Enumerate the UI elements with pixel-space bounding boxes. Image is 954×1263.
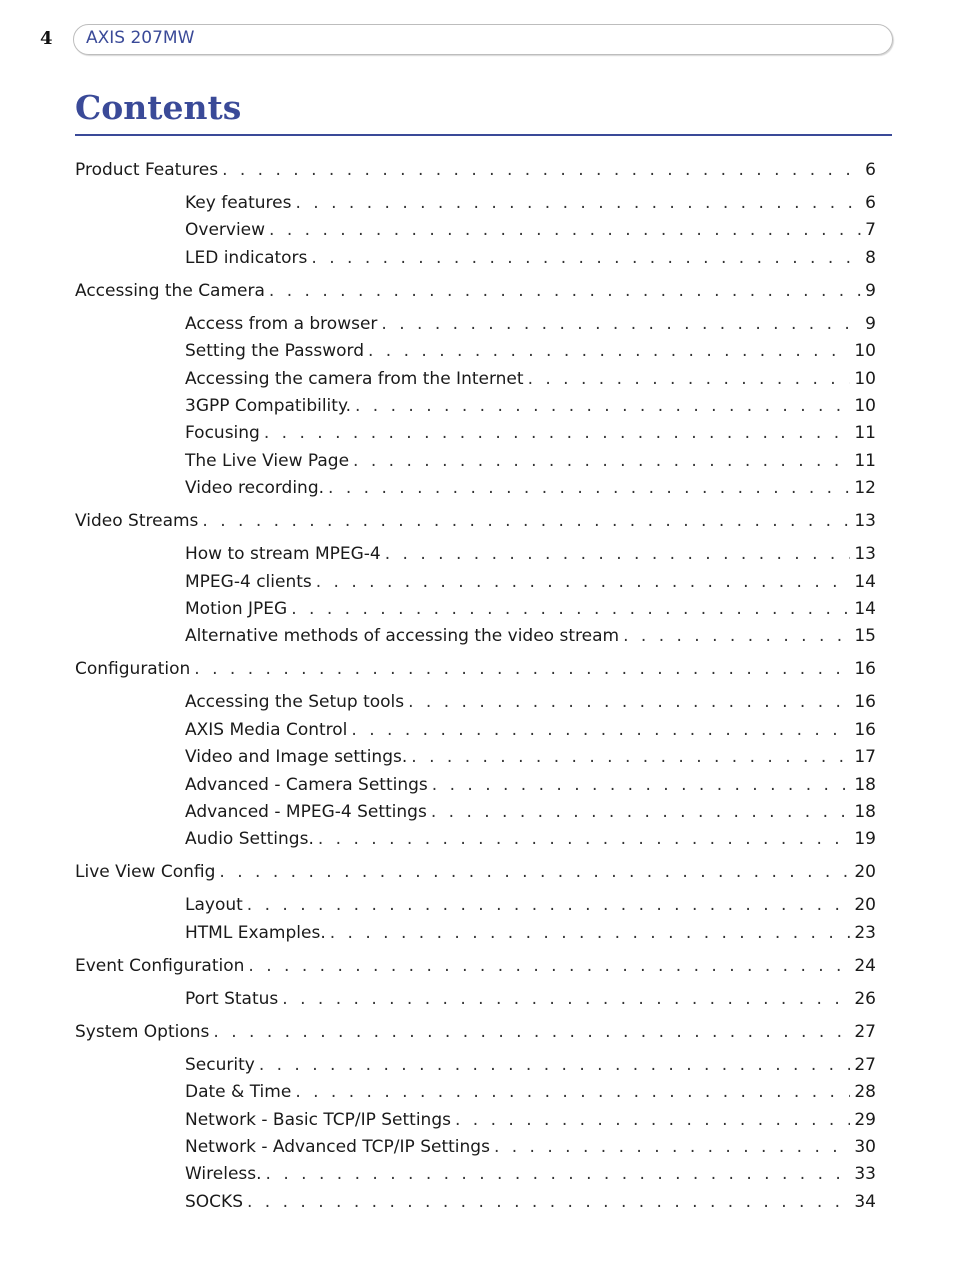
- toc-entry-page: 18: [854, 802, 876, 822]
- toc-entry-page: 9: [865, 281, 876, 301]
- toc-dot-leader: [623, 625, 850, 647]
- toc-entry-page: 15: [854, 626, 876, 646]
- toc-dot-leader: [353, 450, 850, 472]
- toc-chapter-entry[interactable]: [75, 510, 876, 532]
- toc-dot-leader: [264, 422, 851, 444]
- toc-chapter-entry[interactable]: [75, 1021, 876, 1043]
- toc-dot-leader: [202, 510, 850, 532]
- toc-entry-page: 6: [865, 160, 876, 180]
- toc-entry-label: Layout: [185, 895, 243, 915]
- title-rule: [75, 134, 892, 136]
- toc-dot-leader: [269, 219, 861, 241]
- toc-dot-leader: [408, 691, 850, 713]
- toc-entry-label: AXIS Media Control: [185, 720, 348, 740]
- toc-entry-label: Accessing the Camera: [75, 281, 265, 301]
- toc-dot-leader: [330, 922, 851, 944]
- toc-entry-page: 10: [854, 341, 876, 361]
- toc-section-entry[interactable]: [185, 247, 876, 269]
- toc-section-entry[interactable]: [185, 192, 876, 214]
- toc-entry-page: 10: [854, 369, 876, 389]
- toc-section-entry[interactable]: [185, 477, 876, 499]
- toc-entry-page: 16: [854, 692, 876, 712]
- toc-entry-page: 11: [854, 451, 876, 471]
- toc-entry-label: Overview: [185, 220, 266, 240]
- toc-section-entry[interactable]: [185, 1191, 876, 1213]
- toc-section-entry[interactable]: [185, 801, 876, 823]
- toc-entry-label: Security: [185, 1055, 255, 1075]
- toc-entry-page: 16: [854, 720, 876, 740]
- toc-entry-label: Video Streams: [75, 511, 199, 531]
- toc-entry-label: Motion JPEG: [185, 599, 288, 619]
- toc-entry-page: 30: [854, 1137, 876, 1157]
- toc-entry-page: 8: [865, 248, 876, 268]
- toc-dot-leader: [528, 368, 851, 390]
- toc-entry-page: 13: [854, 544, 876, 564]
- toc-entry-label: Focusing: [185, 423, 260, 443]
- toc-dot-leader: [328, 477, 850, 499]
- toc-dot-leader: [266, 1163, 851, 1185]
- toc-dot-leader: [411, 746, 850, 768]
- toc-section-entry[interactable]: [185, 774, 876, 796]
- toc-section-entry[interactable]: [185, 1136, 876, 1158]
- toc-dot-leader: [385, 543, 851, 565]
- toc-entry-page: 33: [854, 1164, 876, 1184]
- toc-dot-leader: [222, 159, 861, 181]
- toc-dot-leader: [355, 395, 850, 417]
- toc-entry-label: Configuration: [75, 659, 191, 679]
- toc-dot-leader: [431, 801, 851, 823]
- toc-entry-page: 23: [854, 923, 876, 943]
- toc-entry-label: Audio Settings.: [185, 829, 314, 849]
- toc-dot-leader: [316, 571, 851, 593]
- toc-section-entry[interactable]: [185, 691, 876, 713]
- toc-section-entry[interactable]: [185, 219, 876, 241]
- toc-entry-label: Date & Time: [185, 1082, 292, 1102]
- toc-entry-page: 12: [854, 478, 876, 498]
- toc-entry-page: 19: [854, 829, 876, 849]
- toc-section-entry[interactable]: [185, 988, 876, 1010]
- toc-entry-page: 14: [854, 599, 876, 619]
- toc-entry-page: 13: [854, 511, 876, 531]
- toc-section-entry[interactable]: [185, 828, 876, 850]
- toc-dot-leader: [247, 894, 851, 916]
- toc-entry-label: MPEG-4 clients: [185, 572, 312, 592]
- toc-dot-leader: [351, 719, 850, 741]
- toc-section-entry[interactable]: [185, 625, 876, 647]
- toc-entry-page: 20: [854, 895, 876, 915]
- toc-dot-leader: [311, 247, 861, 269]
- toc-entry-label: The Live View Page: [185, 451, 350, 471]
- toc-section-entry[interactable]: [185, 395, 876, 417]
- toc-section-entry[interactable]: [185, 1109, 876, 1131]
- toc-entry-label: Advanced - MPEG-4 Settings: [185, 802, 427, 822]
- toc-section-entry[interactable]: [185, 719, 876, 741]
- toc-section-entry[interactable]: [185, 922, 876, 944]
- toc-entry-page: 27: [854, 1022, 876, 1042]
- toc-entry-label: Accessing the camera from the Internet: [185, 369, 524, 389]
- toc-entry-page: 29: [854, 1110, 876, 1130]
- toc-entry-page: 34: [854, 1192, 876, 1212]
- toc-entry-page: 16: [854, 659, 876, 679]
- toc-section-entry[interactable]: [185, 1163, 876, 1185]
- toc-entry-label: System Options: [75, 1022, 210, 1042]
- toc-dot-leader: [494, 1136, 850, 1158]
- toc-section-entry[interactable]: [185, 313, 876, 335]
- toc-entry-page: 9: [865, 314, 876, 334]
- toc-entry-label: Access from a browser: [185, 314, 378, 334]
- toc-entry-page: 24: [854, 956, 876, 976]
- toc-chapter-entry[interactable]: [75, 159, 876, 181]
- toc-entry-label: Key features: [185, 193, 292, 213]
- toc-entry-label: Product Features: [75, 160, 219, 180]
- toc-dot-leader: [295, 192, 861, 214]
- toc-dot-leader: [318, 828, 851, 850]
- toc-dot-leader: [194, 658, 850, 680]
- toc-entry-label: Network - Advanced TCP/IP Settings: [185, 1137, 490, 1157]
- toc-dot-leader: [247, 1191, 850, 1213]
- toc-section-entry[interactable]: [185, 340, 876, 362]
- toc-section-entry[interactable]: [185, 1081, 876, 1103]
- page-title: Contents: [75, 88, 242, 127]
- toc-dot-leader: [291, 598, 850, 620]
- toc-entry-label: Network - Basic TCP/IP Settings: [185, 1110, 451, 1130]
- toc-entry-label: SOCKS: [185, 1192, 243, 1212]
- toc-section-entry[interactable]: [185, 746, 876, 768]
- toc-entry-page: 7: [865, 220, 876, 240]
- toc-dot-leader: [381, 313, 861, 335]
- toc-entry-label: Video recording.: [185, 478, 325, 498]
- toc-dot-leader: [282, 988, 850, 1010]
- toc-section-entry[interactable]: [185, 368, 876, 390]
- toc-entry-page: 26: [854, 989, 876, 1009]
- running-header: [73, 24, 893, 55]
- toc-entry-label: Accessing the Setup tools: [185, 692, 405, 712]
- toc-entry-label: HTML Examples.: [185, 923, 326, 943]
- toc-chapter-entry[interactable]: [75, 861, 876, 883]
- product-name: AXIS 207MW: [86, 28, 195, 48]
- toc-section-entry[interactable]: [185, 450, 876, 472]
- toc-chapter-entry[interactable]: [75, 955, 876, 977]
- toc-entry-page: 28: [854, 1082, 876, 1102]
- toc-entry-page: 6: [865, 193, 876, 213]
- toc-section-entry[interactable]: [185, 1054, 876, 1076]
- toc-entry-label: Event Configuration: [75, 956, 245, 976]
- toc-section-entry[interactable]: [185, 543, 876, 565]
- toc-entry-page: 20: [854, 862, 876, 882]
- toc-chapter-entry[interactable]: [75, 280, 876, 302]
- toc-entry-label: Video and Image settings.: [185, 747, 408, 767]
- toc-dot-leader: [248, 955, 850, 977]
- toc-dot-leader: [259, 1054, 851, 1076]
- toc-dot-leader: [219, 861, 850, 883]
- toc-entry-label: How to stream MPEG-4: [185, 544, 381, 564]
- toc-entry-page: 27: [854, 1055, 876, 1075]
- toc-entry-label: Port Status: [185, 989, 279, 1009]
- toc-entry-page: 14: [854, 572, 876, 592]
- toc-dot-leader: [295, 1081, 850, 1103]
- toc-entry-page: 17: [854, 747, 876, 767]
- toc-entry-page: 18: [854, 775, 876, 795]
- toc-entry-label: Alternative methods of accessing the video stream: [185, 626, 620, 646]
- toc-entry-label: Wireless.: [185, 1164, 262, 1184]
- toc-section-entry[interactable]: [185, 571, 876, 593]
- toc-entry-label: Live View Config: [75, 862, 216, 882]
- toc-entry-page: 11: [854, 423, 876, 443]
- toc-dot-leader: [455, 1109, 850, 1131]
- toc-dot-leader: [432, 774, 851, 796]
- toc-dot-leader: [269, 280, 861, 302]
- toc-section-entry[interactable]: [185, 894, 876, 916]
- toc-dot-leader: [213, 1021, 850, 1043]
- toc-chapter-entry[interactable]: [75, 658, 876, 680]
- toc-entry-page: 10: [854, 396, 876, 416]
- toc-entry-label: Advanced - Camera Settings: [185, 775, 428, 795]
- toc-section-entry[interactable]: [185, 422, 876, 444]
- toc-dot-leader: [368, 340, 850, 362]
- page-number: 4: [40, 28, 53, 49]
- toc-entry-label: LED indicators: [185, 248, 308, 268]
- toc-entry-label: 3GPP Compatibility.: [185, 396, 351, 416]
- toc-section-entry[interactable]: [185, 598, 876, 620]
- toc-entry-label: Setting the Password: [185, 341, 364, 361]
